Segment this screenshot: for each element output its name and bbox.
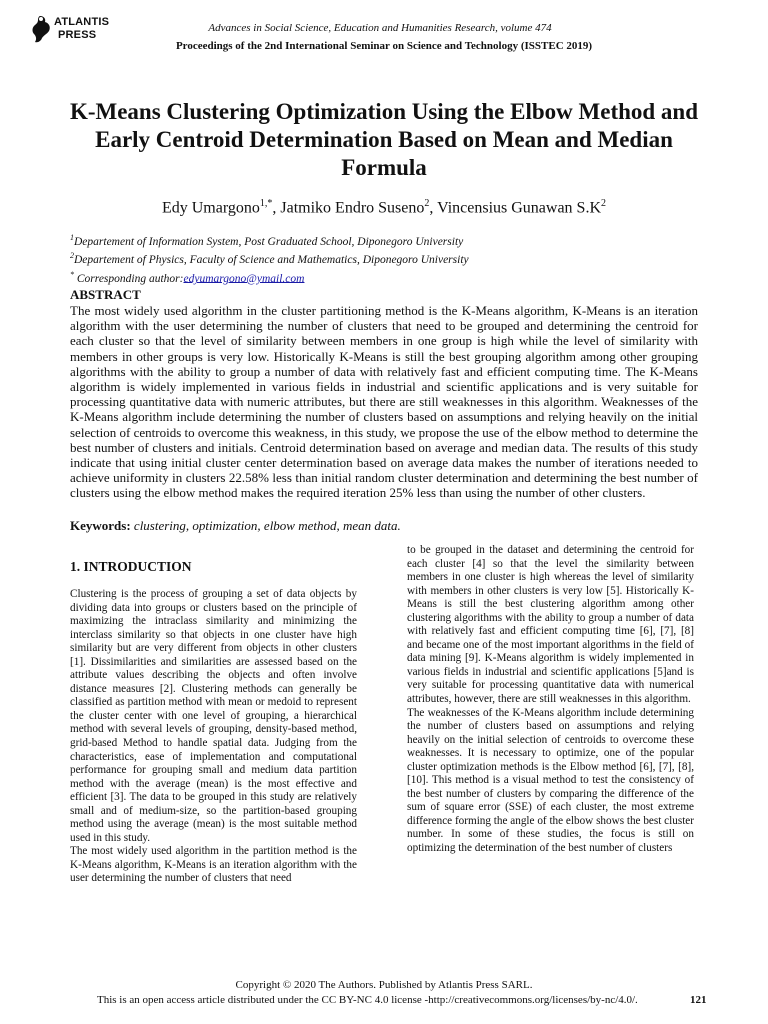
keywords-text: clustering, optimization, elbow method, mean data. <box>130 518 401 533</box>
right-column <box>407 544 694 856</box>
author-3: , Vincensius Gunawan S.K <box>429 199 602 217</box>
paper-title: K-Means Clustering Optimization Using the Elbow Method and Early Centroid Determination Based on Mean and Median Formula <box>69 99 699 180</box>
abstract-heading: ABSTRACT <box>70 287 141 302</box>
author-3-affil: 2 <box>601 198 607 209</box>
corresponding-email-link[interactable]: edyumargono@ymail.com <box>183 272 305 285</box>
paragraph: The most widely used algorithm in the partition method is the K-Means algorithm, K-Means is an iteration algorithm with the user determining the number of clusters that need <box>70 845 357 885</box>
affiliation-2-text: Departement of Physics, Faculty of Science and Mathematics, Diponegoro University <box>74 254 469 267</box>
proceedings-header: Proceedings of the 2nd International Seminar on Science and Technology (ISSTEC 2019) <box>175 40 593 52</box>
section-heading-introduction: 1. INTRODUCTION <box>70 559 192 574</box>
author-1-affil: 1,* <box>259 198 273 209</box>
author-2: , Jatmiko Endro Suseno <box>272 199 425 217</box>
logo-text-press: PRESS <box>58 29 97 41</box>
keywords-label: Keywords: <box>70 518 131 533</box>
corresponding-mark: * <box>70 269 74 279</box>
affiliation-2 <box>70 249 469 267</box>
page-number: 121 <box>690 994 707 1006</box>
keywords <box>70 518 698 534</box>
affiliation-1-text: Departement of Information System, Post Graduated School, Diponegoro University <box>74 235 464 248</box>
affiliation-1-mark: 1 <box>70 233 74 242</box>
author-1: Edy Umargono <box>161 199 260 217</box>
affiliation-1 <box>70 231 469 249</box>
paragraph: The weaknesses of the K-Means algorithm include determining the number of clusters based on assumptions and relying heavily on the initial selection of centroids to overcome these weaknesses. It is necessary to optimize, one of the popular cluster optimization methods is the Elbow method [6], [7], [8], [10]. This method is a visual method to test the consistency of the best number of clusters by comparing the difference of the sum of square error (SSE) of each cluster, the most extreme difference forming the angle of the elbow shows the best cluster number. In some of these studies, the focus is still on optimizing the determination of the best number of clusters <box>407 706 694 855</box>
affiliation-2-mark: 2 <box>70 251 74 261</box>
corresponding-author <box>70 268 469 286</box>
footer-copyright: Copyright © 2020 The Authors. Published by Atlantis Press SARL. <box>235 979 533 991</box>
author-2-affil: 2 <box>424 198 430 209</box>
logo-text-atlantis: ATLANTIS <box>54 16 110 28</box>
left-column <box>70 588 357 886</box>
author-list <box>0 198 768 217</box>
abstract-text: The most widely used algorithm in the cluster partitioning method is the K-Means algorithm, K-Means is an iteration algorithm with the user determining the number of clusters that need to be grouped and determining the centroid for each cluster so that the level of similarity between members in one group is high while the level of similarity with members in other groups is very low. Historically K-Means is still the best grouping algorithm among other grouping algorithms with the ability to group a number of data with relatively fast and efficient computing time. The K-Means algorithm is widely implemented in various fields in industrial and scientific applications and is very suitable for processing quantitative data with numeric attributes, but there are still weaknesses in this algorithm. Weaknesses of the K-Means algorithm include determining the number of clusters based on assumptions and relying heavily on the initial selection of centroids to overcome this weakness, in this study, we propose the use of the elbow method to determine the best number of clusters and initials. Centroid determination based on average and median data. The results of this study indicate that using initial cluster center determination based on average data makes the number of iterations needed to achieve uniformity in clusters 22.58% less than initial random cluster determination and determining the best number of clusters using the elbow method makes the required iteration 25% less than using the number of other clusters. <box>70 303 698 501</box>
paragraph: Clustering is the process of grouping a set of data objects by dividing data into groups or clusters based on the principle of maximizing the intraclass similarity and minimizing the interclass similarity so that objects in one cluster have high similarity but are very different from objects in other clusters [1]. Dissimilarities and similarities are assessed based on the attribute values describing the objects and often involve distance measures [2]. Clustering methods can generally be classified as partition method with mean or medoid to represent the cluster center with one level of grouping, a hierarchical method with several levels of grouping, density-based method, grid-based Method to handle spatial data. Judging from the characteristics, ease of implementation and computational performance for grouping small and medium data partition method with the average (mean) is the most effective and efficient [3]. The data to be grouped in this study are relatively small and of medium-size, so the partition-based grouping method using the average (mean) is the most suitable method used in this study. <box>70 588 357 844</box>
corresponding-label: Corresponding author: <box>74 272 184 285</box>
paragraph: to be grouped in the dataset and determining the centroid for each cluster [4] so that the level the similarity between members in one cluster is high whereas the level of similarity with members in other clusters is very low [5]. Historically K-Means is still the best clustering algorithm among other clustering algorithms with the ability to group a number of data with relatively fast and efficient computing time [6], [7], [8] and became one of the most important algorithms in the field of data mining [9]. K-Means algorithm is widely implemented in various fields in industrial and scientific applications [5]and is very suitable for processing quantitative data with numerical attributes, however, there are still weaknesses in this algorithm. <box>407 544 694 706</box>
journal-header: Advances in Social Science, Education and Humanities Research, volume 474 <box>208 22 552 34</box>
affiliations <box>70 231 469 286</box>
footer-license: This is an open access article distributed under the CC BY-NC 4.0 license -http://creativecommons.org/licenses/by-nc/4.0/. <box>97 994 638 1006</box>
